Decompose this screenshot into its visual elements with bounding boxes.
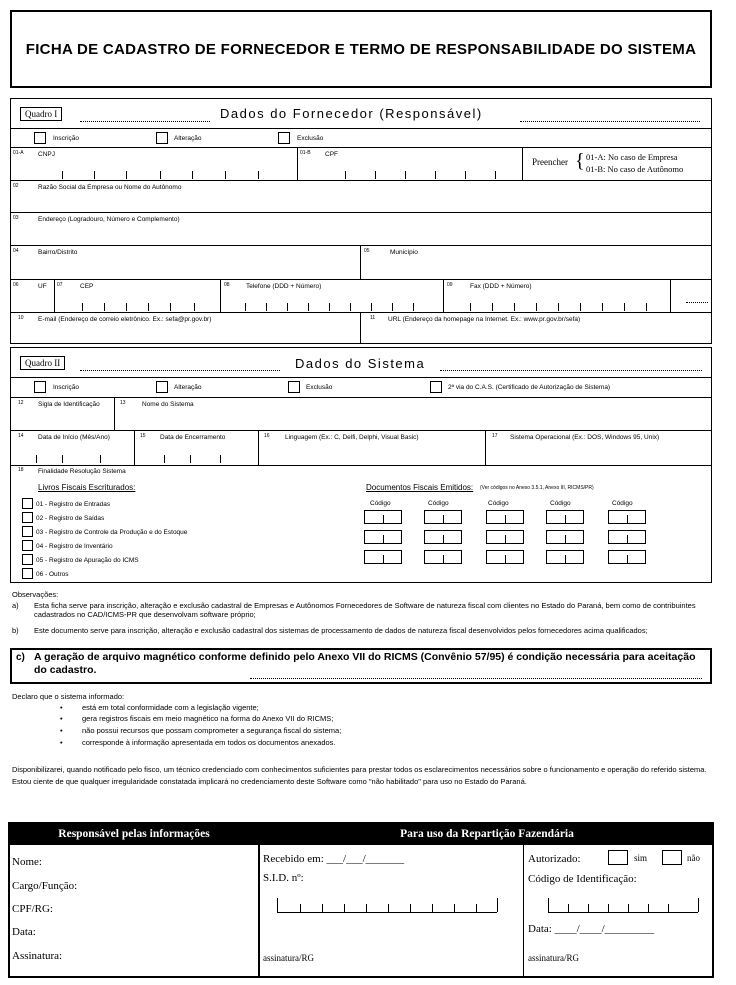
- q1-exclusao-label: Exclusão: [297, 135, 324, 142]
- declaracao-intro: Declaro que o sistema informado:: [12, 692, 125, 701]
- fax-field[interactable]: [452, 290, 667, 308]
- q1-alteracao-checkbox[interactable]: [156, 132, 168, 144]
- preencher-label: Preencher: [532, 157, 568, 167]
- url-field[interactable]: [380, 324, 700, 342]
- footer-nome: Nome:: [12, 856, 42, 868]
- endereco-label: Endereço (Logradouro, Número e Complemento): [38, 216, 180, 223]
- sigla-label: Sigla de Identificação: [38, 401, 100, 408]
- codigo-label-4: Código: [550, 500, 571, 507]
- q1-inscricao-checkbox[interactable]: [34, 132, 46, 144]
- q2-alteracao-checkbox[interactable]: [156, 381, 168, 393]
- footer-sid: S.I.D. nº:: [263, 872, 304, 884]
- quadro1-tag: Quadro I: [20, 107, 62, 121]
- livro-06-checkbox[interactable]: [22, 568, 33, 579]
- footer-data-field[interactable]: [48, 922, 250, 940]
- municipio-field[interactable]: [380, 258, 700, 276]
- footer-recebido: Recebido em: ___/___/_______: [263, 853, 405, 865]
- doc-code-box[interactable]: [364, 550, 402, 564]
- footer-cpf-rg: CPF/RG:: [12, 903, 53, 915]
- footer-assinatura-rg-2: assinatura/RG: [528, 953, 579, 963]
- livro-02-checkbox[interactable]: [22, 512, 33, 523]
- endereco-field[interactable]: [30, 224, 700, 242]
- q2-inscricao-label: Inscrição: [53, 384, 80, 391]
- doc-code-box[interactable]: [424, 530, 462, 544]
- nome-sistema-label: Nome do Sistema: [142, 401, 194, 408]
- telefone-field[interactable]: [230, 290, 438, 308]
- footer-assinatura: Assinatura:: [12, 950, 63, 962]
- footer-left-head: Responsável pelas informações: [8, 822, 260, 845]
- codigo-label-2: Código: [428, 500, 449, 507]
- livro-06-label: 06 - Outros: [36, 571, 69, 578]
- footer-right-head: Para uso da Repartição Fazendária: [260, 822, 714, 845]
- obs-c: A geração de arquivo magnético conforme definido pelo Anexo VII do RICMS (Convênio 57/95) é condição necessária para aceitação do cadastro.: [34, 651, 696, 676]
- preencher-a: 01-A: No caso de Empresa: [586, 152, 678, 162]
- q2-inscricao-checkbox[interactable]: [34, 381, 46, 393]
- declaracao-item-1: está em total conformidade com a legislação vigente;: [82, 703, 259, 712]
- doc-code-box[interactable]: [364, 530, 402, 544]
- obs-b: Este documento serve para inscrição, alteração e exclusão cadastral dos sistemas de processamento de dados de natureza fiscal desenvolvidos pelos fornecedores acima qualificados;: [34, 626, 648, 635]
- footer-assinatura-rg-1: assinatura/RG: [263, 953, 314, 963]
- cep-label: CEP: [80, 283, 94, 290]
- docs-note: (Ver códigos no Anexo 3.5.1, Anexo III, RICMS/PR): [480, 485, 594, 491]
- doc-code-box[interactable]: [608, 530, 646, 544]
- doc-code-box[interactable]: [486, 510, 524, 524]
- sistema-op-label: Sistema Operacional (Ex.: DOS, Windows 95, Unix): [510, 434, 660, 441]
- livro-05-checkbox[interactable]: [22, 554, 33, 565]
- obs-heading: Observações:: [12, 590, 59, 599]
- quadro1-title: Dados do Fornecedor (Responsável): [220, 106, 483, 121]
- livro-04-checkbox[interactable]: [22, 540, 33, 551]
- doc-code-box[interactable]: [608, 550, 646, 564]
- email-label: E-mail (Endereço de correio eletrônico. Ex.: sefa@pr.gov.br): [38, 316, 212, 323]
- fax-label: Fax (DDD + Número): [470, 283, 532, 290]
- razao-label: Razão Social da Empresa ou Nome do Autônomo: [38, 184, 182, 191]
- nome-sistema-field[interactable]: [130, 410, 700, 428]
- finalidade-label: Finalidade Resolução Sistema: [38, 468, 126, 475]
- footer-data: Data:: [12, 926, 36, 938]
- livro-03-checkbox[interactable]: [22, 526, 33, 537]
- codigo-label-1: Código: [370, 500, 391, 507]
- footer-nome-field[interactable]: [55, 852, 250, 870]
- sistema-op-field[interactable]: [495, 443, 700, 461]
- linguagem-field[interactable]: [270, 443, 480, 461]
- q1-inscricao-label: Inscrição: [53, 135, 80, 142]
- footer-cpf-field[interactable]: [62, 899, 250, 917]
- footer-data2: Data: ____/____/_________: [528, 923, 655, 935]
- livro-01-checkbox[interactable]: [22, 498, 33, 509]
- livro-02-label: 02 - Registro de Saídas: [36, 515, 105, 522]
- uf-field[interactable]: [30, 290, 50, 308]
- email-field[interactable]: [30, 324, 355, 342]
- livro-05-label: 05 - Registro de Apuração do ICMS: [36, 557, 139, 564]
- doc-code-box[interactable]: [424, 550, 462, 564]
- codigo-label-5: Código: [612, 500, 633, 507]
- declaracao-item-4: corresponde à informação apresentada em todos os documentos anexados.: [82, 738, 336, 747]
- doc-code-box[interactable]: [424, 510, 462, 524]
- q1-alteracao-label: Alteração: [174, 135, 202, 142]
- livro-01-label: 01 - Registro de Entradas: [36, 501, 111, 508]
- footer-sim: sim: [634, 853, 648, 863]
- q2-exclusao-checkbox[interactable]: [288, 381, 300, 393]
- footer-cargo-field[interactable]: [85, 876, 250, 894]
- preencher-brace: {: [575, 150, 585, 172]
- declaracao-item-2: gera registros fiscais em meio magnético na forma do Anexo VII do RICMS;: [82, 714, 334, 723]
- cnpj-label: CNPJ: [38, 151, 55, 158]
- doc-code-box[interactable]: [546, 550, 584, 564]
- uf-label: UF: [38, 283, 47, 290]
- quadro2-title: Dados do Sistema: [295, 356, 426, 371]
- q2-alteracao-label: Alteração: [174, 384, 202, 391]
- doc-code-box[interactable]: [486, 550, 524, 564]
- obs-a: Esta ficha serve para inscrição, alteração e exclusão cadastral de Empresas e Autônomos Fornecedores de Software de natureza fiscal com clientes no Estado do Paraná, bem como de contribuintes cadastrados no CAD/ICMS-PR que desenvolvam software próprio;: [34, 601, 696, 619]
- livro-04-label: 04 - Registro de Inventário: [36, 543, 113, 550]
- footer-autorizado: Autorizado:: [528, 853, 581, 865]
- footer-codigo-id: Código de Identificação:: [528, 873, 637, 885]
- q2-exclusao-label: Exclusão: [306, 384, 333, 391]
- footer-cargo: Cargo/Função:: [12, 880, 78, 892]
- livros-title: Livros Fiscais Escriturados:: [38, 483, 136, 492]
- data-enc-field[interactable]: [150, 443, 250, 461]
- cpf-field[interactable]: [318, 160, 518, 178]
- doc-code-box[interactable]: [608, 510, 646, 524]
- doc-code-box[interactable]: [546, 530, 584, 544]
- declaracao-paragraph: Disponibilizarei, quando notificado pelo fisco, um técnico credenciado com conhecimentos suficientes para prestar todos os esclarecimentos necessários sobre o funcionamento e operação do referido sistema. Estou ciente de que qualquer irregularidade constatada implicará no credenciamento deste Software como "não habilitado" para uso no Estado do Paraná.: [12, 765, 707, 786]
- footer-assinatura-field[interactable]: [75, 946, 250, 964]
- razao-field[interactable]: [30, 192, 700, 210]
- cep-field[interactable]: [60, 290, 215, 308]
- data-enc-label: Data de Encerramento: [160, 434, 226, 441]
- livro-03-label: 03 - Registro de Controle da Produção e do Estoque: [36, 529, 188, 536]
- preencher-b: 01-B: No caso de Autônomo: [586, 164, 684, 174]
- document-title: FICHA DE CADASTRO DE FORNECEDOR E TERMO DE RESPONSABILIDADE DO SISTEMA: [10, 10, 712, 88]
- url-label: URL (Endereço da homepage na Internet. Ex.: www.pr.gov.br/sefa): [388, 316, 581, 323]
- q2-segunda-via-checkbox[interactable]: [430, 381, 442, 393]
- doc-code-box[interactable]: [546, 510, 584, 524]
- quadro2-tag: Quadro II: [20, 356, 65, 370]
- cpf-label: CPF: [325, 151, 338, 158]
- doc-code-box[interactable]: [486, 530, 524, 544]
- autorizado-sim-checkbox[interactable]: [608, 850, 628, 865]
- sid-field[interactable]: [275, 894, 505, 914]
- bairro-label: Bairro/Distrito: [38, 249, 78, 256]
- footer-nao: não: [687, 853, 700, 863]
- q1-exclusao-checkbox[interactable]: [278, 132, 290, 144]
- sigla-field[interactable]: [30, 410, 110, 428]
- form-page: FICHA DE CADASTRO DE FORNECEDOR E TERMO DE RESPONSABILIDADE DO SISTEMA Quadro I Dados do Fornecedor (Responsável) Inscrição Alteração Exclusão 01-A CNPJ 01-B CPF Preencher { 01-A: No caso de Empresa 01-B: No caso de Autônomo 02 Razão Social da Empresa ou Nome do Autônomo 03 Endereço (Logradouro, Número e Complemento) 04 Bairro/Distrito 05 Município 06 UF 07 CEP 08 Telefone (DDD + Número) 09 Fax (DDD + Número) 10 E-mail (Endereço de correio eletrônico. Ex.: sefa@pr.gov.br) 11 URL (Endereço da homepage na Internet. Ex.: www.pr.gov.br/sefa) Quadro II Dados do Sistema Inscrição Alteração Exclusão 2ª via do C.A.S. (Certificado de Autorização de Sistema) 12 Sigla de Identificação 13 Nome do Sistema 14 Data de Início (Mês/Ano) 15 Data de Encerramento 16 Linguagem (Ex.: C, Delfi, Delphi, Visual Basic) 17 Sistema Operacional (Ex.: DOS, Windows 95, Unix) 18 Finalidade Resolução Sistema Livros Fiscais Escriturados: 01 - Registro de Entradas 02 - Registro de Saídas 03 - Registro de Controle da Produção e do Estoque 04 - Registro de Inventário 05 - Registro de Apuração do ICMS 06 - Outros Documentos Fiscais Emitidos: (Ver códigos no Anexo 3.5.1, Anexo III, RICMS/PR) Código Código Código Código Código Observações: a) Esta ficha serve para inscrição, alteração e exclusão cadastral de Empresas e Autônomos Fornecedores de Software de natureza fiscal com clientes no Estado do Paraná, bem como de contribuintes cadastrados no CAD/ICMS-PR que desenvolvam software próprio; b) Este documento serve para inscrição, alteração e exclusão cadastral dos sistemas de processamento de dados de natureza fiscal desenvolvidos pelos fornecedores acima qualificados; c) A geração de arquivo magnético conforme definido pelo Anexo VII do RICMS (Convênio 57/95) é condição necessária para aceitação do cadastro. Declaro que o sistema informado: • está em total conformidade com a legislação vigente; • gera registros fiscais em meio magnético na forma do Anexo VII do RICMS; • não possui recursos que possam comprometer a segurança fiscal do sistema; • corresponde à informação apresentada em todos os documentos anexados. Disponibilizarei, quando notificado pelo fisco, um técnico credenciado com conhecimentos suficientes para prestar todos os esclarecimentos necessários sobre o funcionamento e operação do referido sistema. Estou ciente de que qualquer irregularidade constatada implicará no credenciamento deste Software como "não habilitado" para uso no Estado do Paraná. Responsável pelas informações Para uso da Repartição Fazendária Nome: Cargo/Função: CPF/RG: Data: Assinatura: Recebido em: ___/___/_______ S.I.D. nº: assinatura/RG Autorizado: sim não Código de Identificação: Data: ____/____/_________ assinatura/RG: [0, 0, 736, 985]
- data-inicio-field[interactable]: [30, 443, 130, 461]
- declaracao-item-3: não possui recursos que possam comprometer a segurança fiscal do sistema;: [82, 726, 342, 735]
- telefone-label: Telefone (DDD + Número): [246, 283, 322, 290]
- linguagem-label: Linguagem (Ex.: C, Delfi, Delphi, Visual Basic): [285, 434, 419, 441]
- municipio-label: Município: [390, 249, 418, 256]
- cnpj-field[interactable]: [30, 160, 288, 178]
- autorizado-nao-checkbox[interactable]: [662, 850, 682, 865]
- data-inicio-label: Data de Início (Mês/Ano): [38, 434, 110, 441]
- codigo-label-3: Código: [488, 500, 509, 507]
- q2-segunda-via-label: 2ª via do C.A.S. (Certificado de Autorização de Sistema): [448, 384, 611, 391]
- bairro-field[interactable]: [30, 258, 355, 276]
- docs-title: Documentos Fiscais Emitidos:: [366, 483, 474, 492]
- doc-code-box[interactable]: [364, 510, 402, 524]
